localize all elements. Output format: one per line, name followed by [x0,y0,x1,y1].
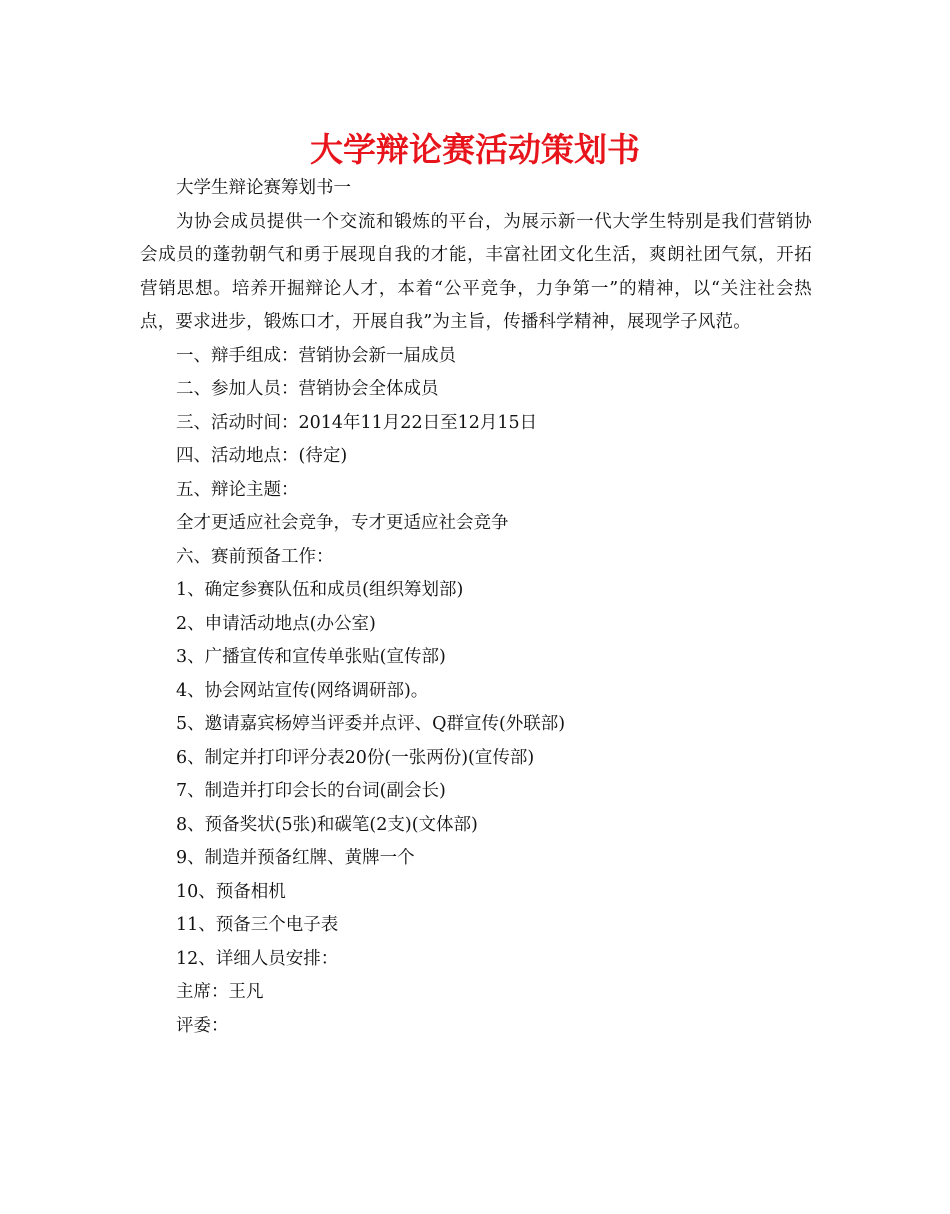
intro-paragraph: 为协会成员提供一个交流和锻炼的平台，为展示新一代大学生特别是我们营销协会成员的蓬勃朝气和勇于展现自我的才能，丰富社团文化生活，爽朗社团气氛，开拓营销思想。培养开掘辩论人才，本着“公平竞争，力争第一”的精神，以“关注社会热点，要求进步，锻炼口才，开展自我”为主旨，传播科学精神，展现学子风范。 [140,211,812,332]
text-line: 3、广播宣传和宣传单张贴(宣传部) [176,647,446,667]
text-line: 7、制造并打印会长的台词(副会长) [176,781,446,801]
text-line: 6、制定并打印评分表20份(一张两份)(宣传部) [176,747,535,768]
text-line: 五、辩论主题： [176,479,299,500]
text-line: 9、制造并预备红牌、黄牌一个 [176,848,415,868]
text-line: 12、详细人员安排： [176,948,339,969]
text-line: 主席：王凡 [176,982,264,1002]
text-line: 10、预备相机 [176,881,286,902]
text-line: 4、协会网站宣传(网络调研部)。 [176,680,429,701]
text-line: 一、辩手组成：营销协会新一届成员 [176,345,456,366]
text-line: 1、确定参赛队伍和成员(组织筹划部) [176,580,464,600]
text-line: 六、赛前预备工作： [176,546,334,567]
page-title: 大学辩论赛活动策划书 [310,130,640,169]
text-line: 5、邀请嘉宾杨婷当评委并点评、Q群宣传(外联部) [176,714,566,734]
text-line: 三、活动时间：2014年11月22日至12月15日 [176,412,538,433]
text-line: 四、活动地点：(待定) [176,446,348,466]
document-subtitle: 大学生辩论赛筹划书一 [176,178,351,198]
document-body [140,172,812,1043]
text-line: 8、预备奖状(5张)和碳笔(2支)(文体部) [176,814,478,835]
text-line: 11、预备三个电子表 [176,915,339,935]
text-line: 评委： [176,1015,229,1036]
text-line: 2、申请活动地点(办公室) [176,613,376,634]
text-line: 二、参加人员：营销协会全体成员 [176,379,439,399]
text-line: 全才更适应社会竞争，专才更适应社会竞争 [176,513,509,533]
